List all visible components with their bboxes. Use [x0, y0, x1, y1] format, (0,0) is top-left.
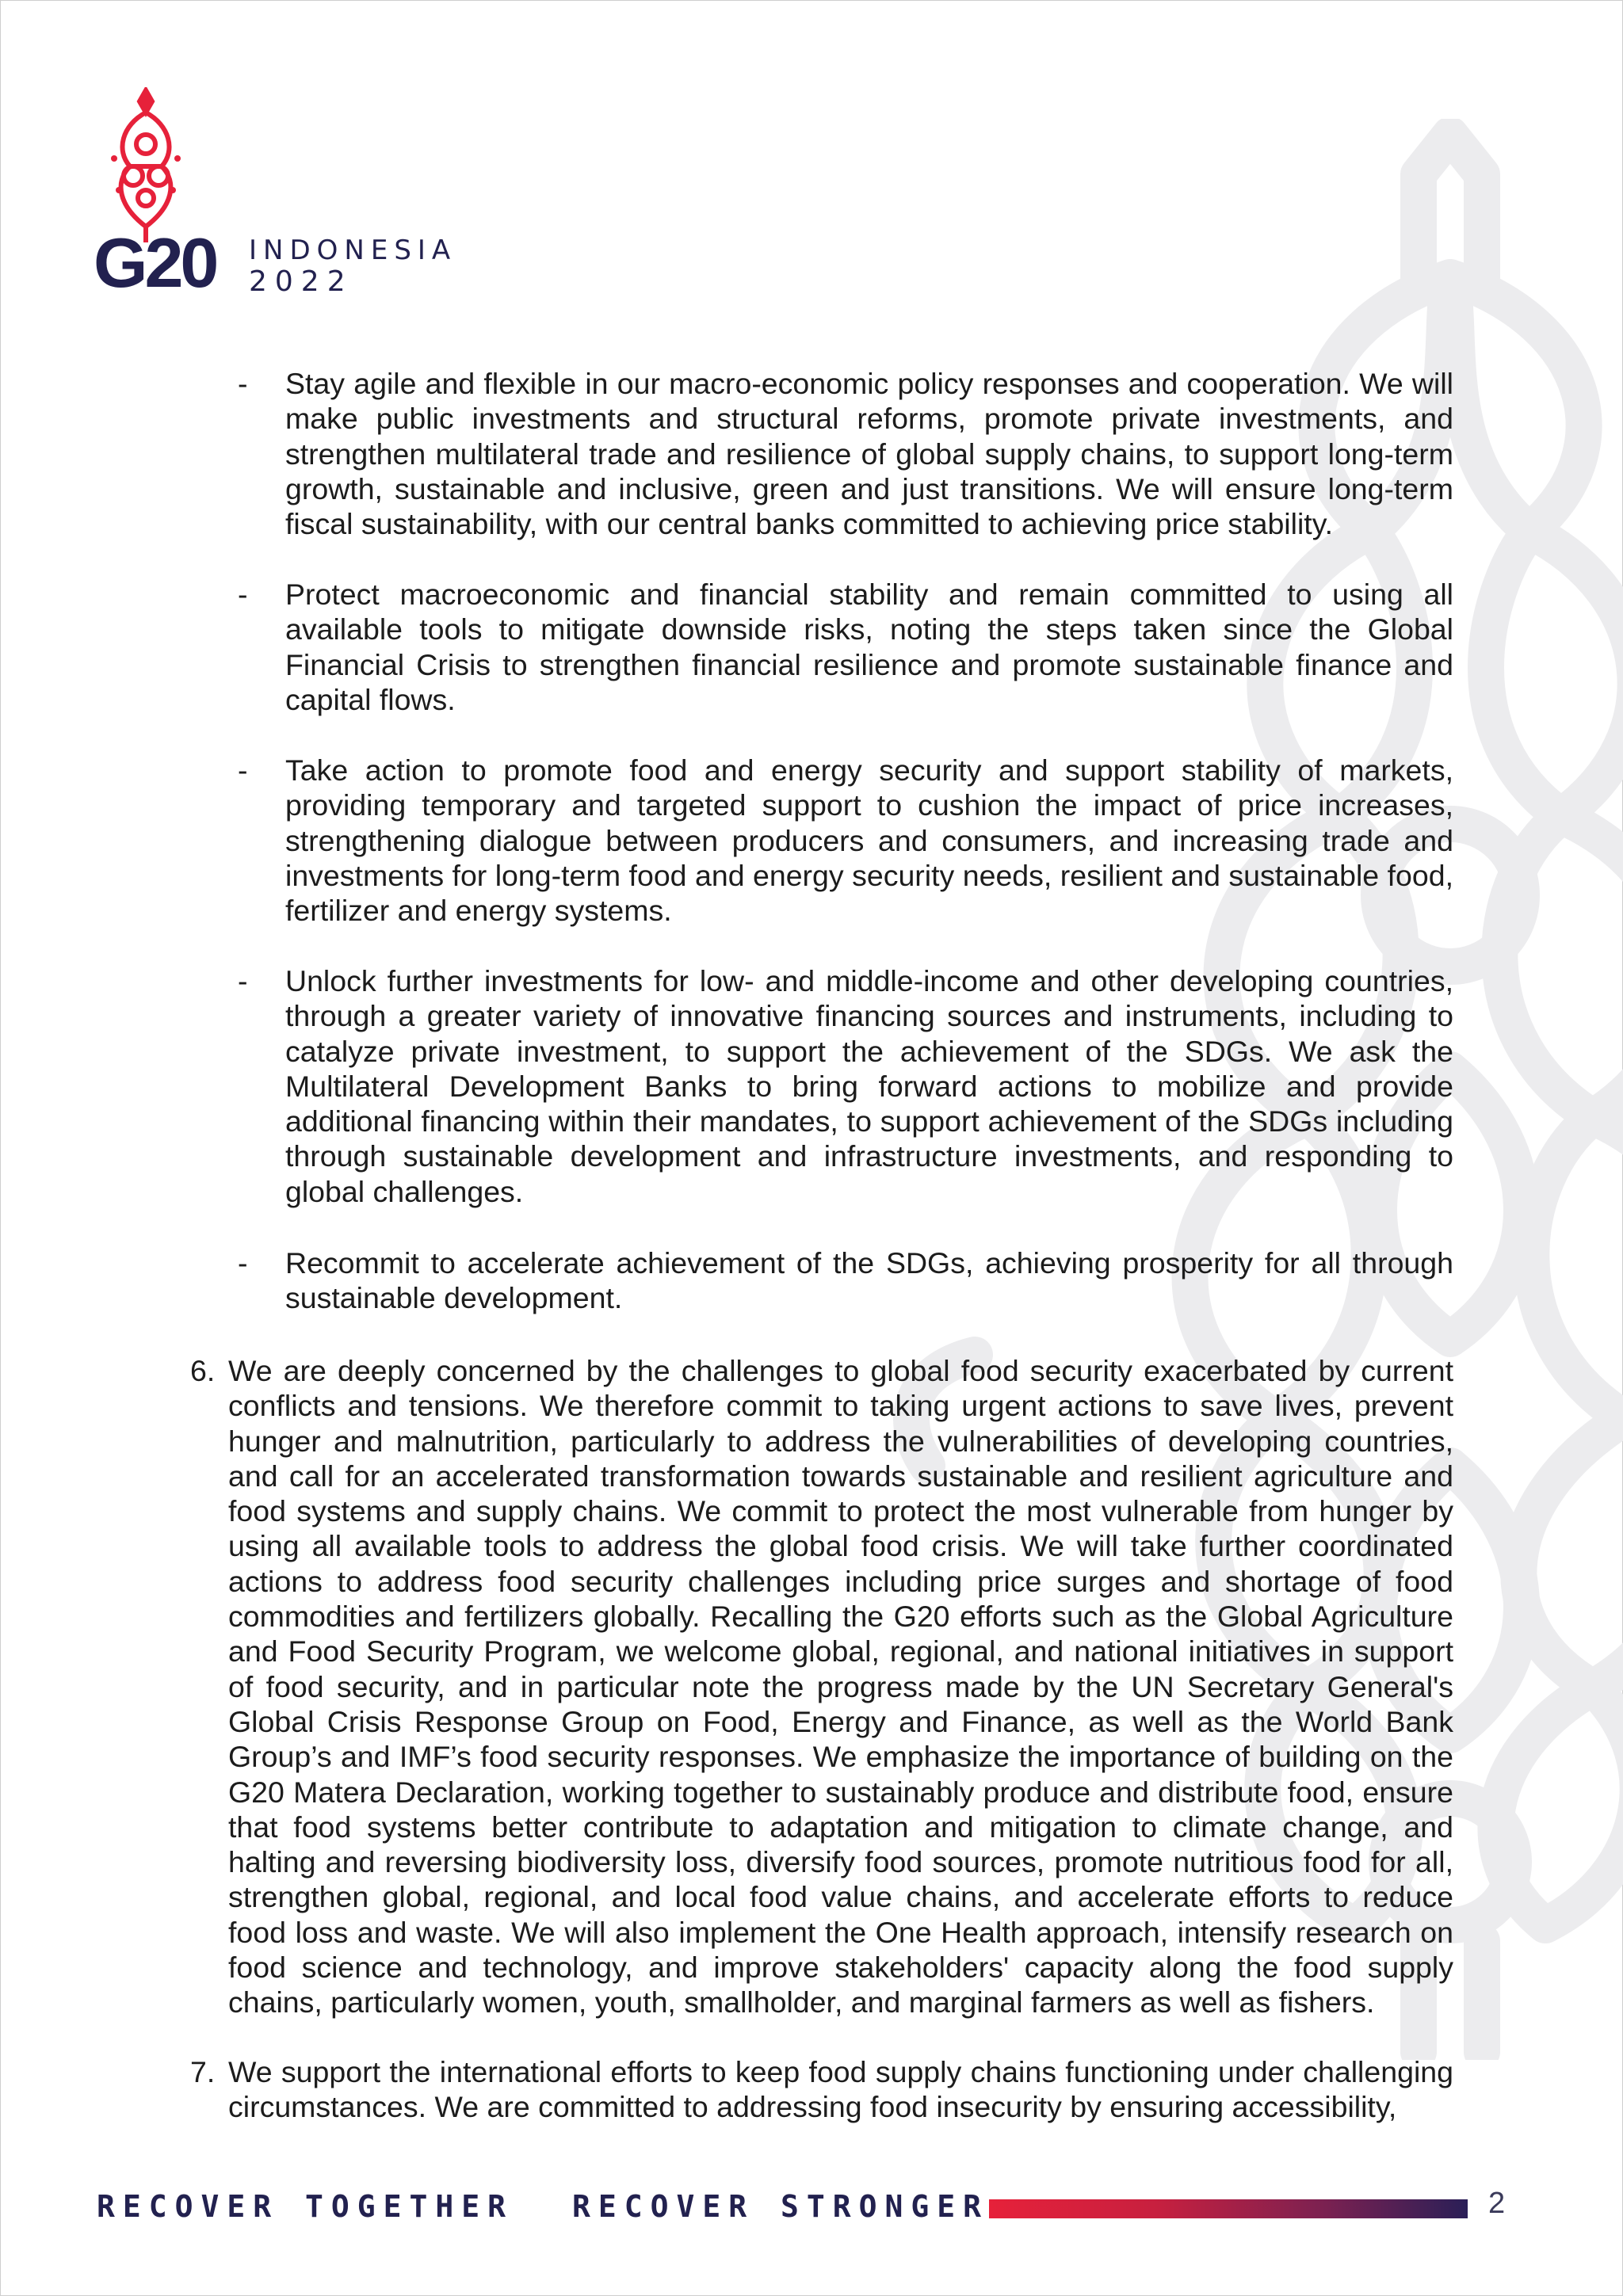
paragraph-text: Stay agile and flexible in our macro-economic policy responses and cooperation. We will make public investments and structural reforms, promote private investments, and strengthen multilateral trade and resilience of global supply chains, to support long-term growth, sustainable and inclusive, green and just transitions. We will ensure long-term fiscal sustainability, with our central banks committed to achieving price stability.: [285, 367, 1453, 541]
bullet-marker: -: [238, 964, 248, 997]
paragraph-text: We support the international efforts to keep food supply chains functioning under challenging circumstances. We are committed to addressing food insecurity by ensuring accessibility,: [228, 2055, 1453, 2124]
list-item: [238, 753, 1453, 928]
list-item: [238, 1245, 1453, 1316]
paragraph-number: 7.: [190, 2055, 216, 2088]
g20-emblem-icon: [98, 87, 193, 246]
footer-slogan-right: RECOVER STRONGER: [572, 2189, 990, 2224]
logo-country: INDONESIA: [249, 235, 457, 266]
footer-slogan-left: RECOVER TOGETHER: [97, 2189, 514, 2224]
gradient-bar: [989, 2199, 1468, 2218]
numbered-paragraph: [190, 2054, 1453, 2125]
page-number: 2: [1488, 2187, 1506, 2220]
bullet-marker: -: [238, 367, 248, 400]
paragraph-text: We are deeply concerned by the challenges to global food security exacerbated by current conflicts and tensions. We therefore commit to taking urgent actions to save lives, prevent hunger and malnutrition, particularly to address the vulnerabilities of developing countries, and call for an accelerated transformation towards sustainable and resilient agriculture and food systems and supply chains. We commit to protect the most vulnerable from hunger by using all available tools to address the global food crisis. We will take further coordinated actions to address food security challenges including price surges and shortage of food commodities and fertilizers globally. Recalling the G20 efforts such as the Global Agriculture and Food Security Program, we welcome global, regional, and national initiatives in support of food security, and in particular note the progress made by the UN Secretary General's Global Crisis Response Group on Food, Energy and Finance, as well as the World Bank Group’s and IMF’s food security responses. We emphasize the importance of building on the G20 Matera Declaration, working together to sustainably produce and distribute food, ensure that food systems better contribute to adaptation and mitigation to climate change, and halting and reversing biodiversity loss, diversify food sources, promote nutritious food for all, strengthen global, regional, and local food value chains, and accelerate efforts to reduce food loss and waste. We will also implement the One Health approach, intensify research on food science and technology, and improve stakeholders' capacity along the food supply chains, particularly women, youth, smallholder, and marginal farmers as well as fishers.: [228, 1354, 1453, 2019]
bullet-marker: -: [238, 1246, 248, 1280]
list-item: [238, 963, 1453, 1209]
logo-year: 2022: [249, 265, 353, 298]
list-item: [238, 366, 1453, 541]
page-footer: [0, 2187, 1623, 2226]
paragraph-number: 6.: [190, 1354, 216, 1387]
bullet-marker: -: [238, 578, 248, 611]
paragraph-text: Unlock further investments for low- and middle-income and other developing countries, through a greater variety of innovative financing sources and instruments, including to catalyze private investment, to support the achievement of the SDGs. We ask the Multilateral Development Banks to bring forward actions to mobilize and provide additional financing within their mandates, to support achievement of the SDGs including through sustainable development and infrastructure investments, and responding to global challenges.: [285, 964, 1453, 1208]
paragraph-text: Recommit to accelerate achievement of the SDGs, achieving prosperity for all through sustainable development.: [285, 1246, 1453, 1315]
g20-indonesia-logo: [94, 87, 490, 301]
paragraph-text: Protect macroeconomic and financial stability and remain committed to using all available tools to mitigate downside risks, noting the steps taken since the Global Financial Crisis to strengthen financial resilience and promote sustainable finance and capital flows.: [285, 578, 1453, 716]
paragraph-text: Take action to promote food and energy security and support stability of markets, providing temporary and targeted support to cushion the impact of price increases, strengthening dialogue between producers and consumers, and increasing trade and investments for long-term food and energy security needs, resilient and sustainable food, fertilizer and energy systems.: [285, 753, 1453, 928]
bullet-marker: -: [238, 753, 248, 787]
list-item: [238, 577, 1453, 717]
logo-wordmark: G20: [94, 223, 216, 302]
numbered-paragraph: [190, 1353, 1453, 2020]
